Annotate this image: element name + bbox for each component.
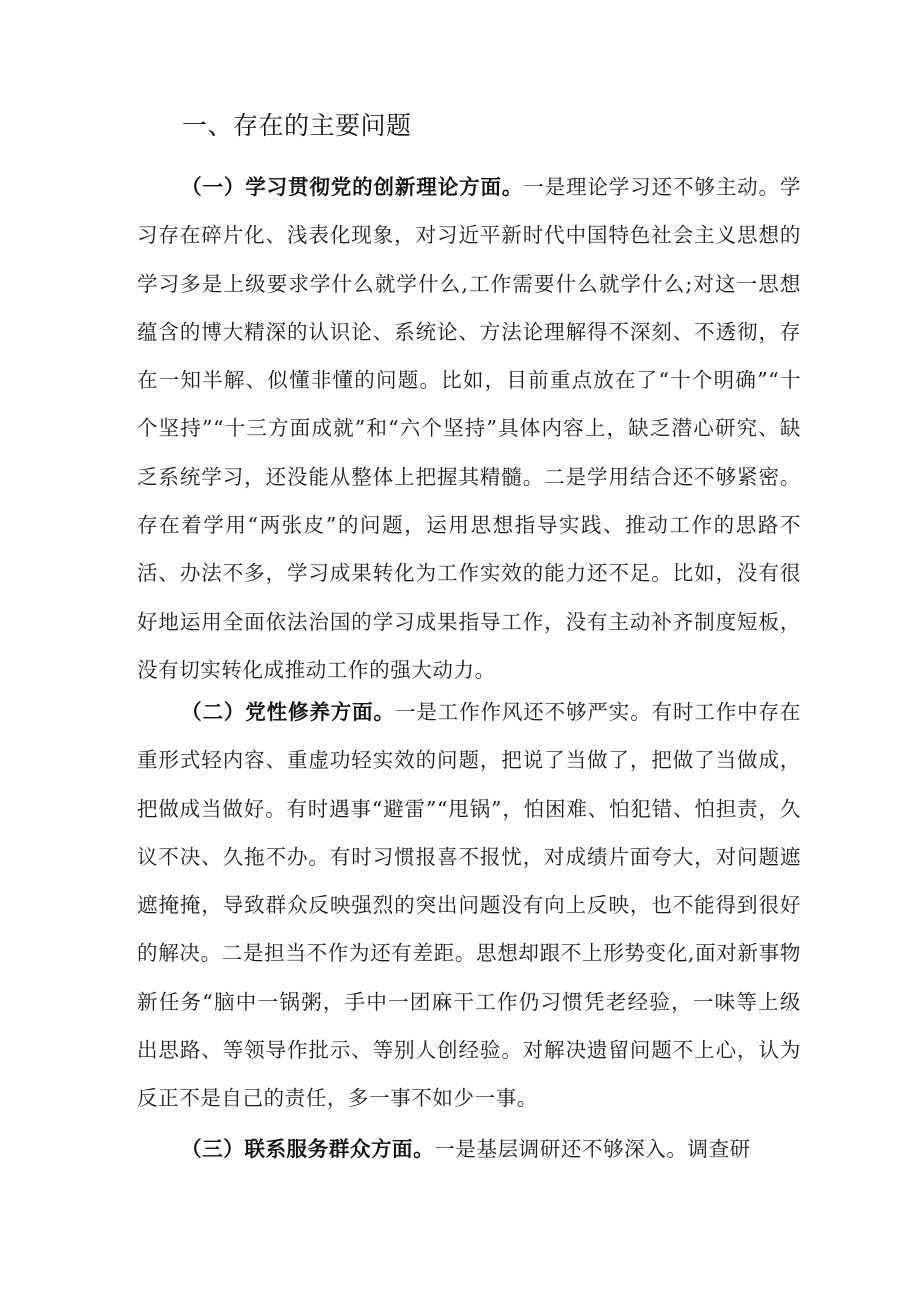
paragraph-serving-masses bbox=[137, 1125, 801, 1173]
paragraph-lead: （三）联系服务群众方面。 bbox=[181, 1137, 435, 1161]
section-heading: 一、存在的主要问题 bbox=[182, 111, 412, 140]
paragraph-body: 一是工作作风还不够严实。有时工作中存在重形式轻内容、重虚功轻实效的问题，把说了当做了，把做了当做成，把做成当做好。有时遇事“避雷”“甩锅”，怕困难、怕犯错、怕担责，久议不决、久拖不办。有时习惯报喜不报忧，对成绩片面夸大，对问题遮遮掩掩，导致群众反映强烈的突出问题没有向上反映，也不能得到很好的解决。二是担当不作为还有差距。思想却跟不上形势变化,面对新事物新任务“脑中一锅粥，手中一团麻干工作仍习惯凭老经验，一味等上级出思路、等领导作批示、等别人创经验。对解决遗留问题不上心，认为反正不是自己的责任，多一事不如少一事。 bbox=[137, 700, 801, 1111]
paragraph-body: 一是理论学习还不够主动。学习存在碎片化、浅表化现象，对习近平新时代中国特色社会主义思想的学习多是上级要求学什么就学什么,工作需要什么就学什么;对这一思想蕴含的博大精深的认识论、系统论、方法论理解得不深刻、不透彻，存在一知半解、似懂非懂的问题。比如，目前重点放在了“十个明确”“十个坚持”“十三方面成就”和“六个坚持”具体内容上，缺乏潜心研究、缺乏系统学习，还没能从整体上把握其精髓。二是学用结合还不够紧密。存在着学用“两张皮”的问题，运用思想指导实践、推动工作的思路不活、办法不多，学习成果转化为工作实效的能力还不足。比如，没有很好地运用全面依法治国的学习成果指导工作，没有主动补齐制度短板，没有切实转化成推动工作的强大动力。 bbox=[137, 175, 801, 682]
paragraph-lead: （一）学习贯彻党的创新理论方面。 bbox=[181, 175, 524, 199]
paragraph-theory-study bbox=[137, 163, 801, 694]
paragraph-party-spirit bbox=[137, 688, 801, 1123]
paragraph-body: 一是基层调研还不够深入。调查研 bbox=[434, 1137, 751, 1161]
paragraph-lead: （二）党性修养方面。 bbox=[181, 700, 395, 724]
